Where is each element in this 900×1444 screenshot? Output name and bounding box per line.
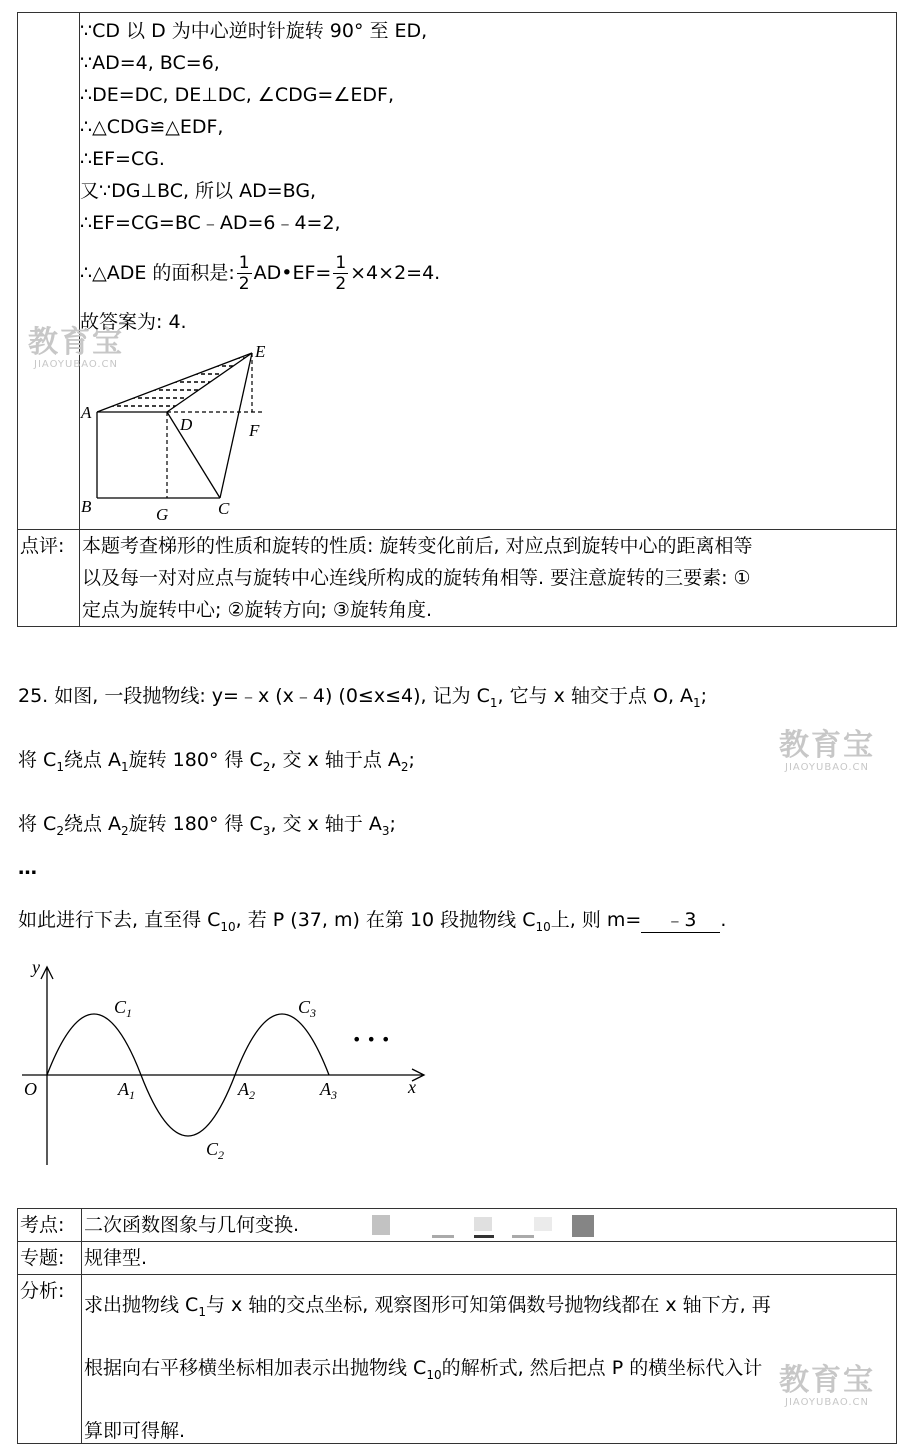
answer-blank: ﹣3	[641, 908, 720, 933]
axis-label-y: y	[32, 957, 40, 977]
solution-label-cell	[18, 13, 80, 530]
fraction-numerator: 1	[335, 253, 347, 273]
watermark: 教育宝 JIAOYUBAO.CN	[779, 1363, 875, 1408]
label-A1: $A_1$	[118, 1079, 135, 1102]
watermark: 教育宝 JIAOYUBAO.CN	[28, 325, 124, 370]
blurred-mark	[372, 1215, 390, 1235]
parabola-c1	[47, 1014, 141, 1075]
area-line	[80, 248, 440, 298]
kaodian-value: 二次函数图象与几何变换.	[84, 1214, 300, 1236]
q25-line2: 将 $C_1$绕点 $A_1$旋转 180° 得 $C_2$, 交 x 轴于点 $A_2$;	[18, 749, 415, 774]
blurred-mark	[512, 1235, 534, 1238]
solution-line: 又∵DG⊥BC, 所以 AD=BG,	[80, 180, 317, 202]
blurred-mark	[474, 1235, 494, 1238]
label-A3: $A_3$	[320, 1079, 337, 1102]
fraction-denominator: 2	[238, 274, 250, 294]
solution-line: ∵CD 以 D 为中心逆时针旋转 90° 至 ED,	[80, 20, 428, 42]
blurred-mark	[432, 1235, 454, 1238]
solution-line: ∴DE=DC, DE⊥DC, ∠CDG=∠EDF,	[80, 84, 394, 106]
q25-line5: 如此进行下去, 直至得 $C_{10}$, 若 P (37, m) 在第 10 段抛物线 $C_{10}$上, 则 m= ﹣3 .	[18, 909, 727, 934]
analysis-table	[17, 1208, 897, 1444]
label-C3: $C_3$	[298, 997, 317, 1020]
fenxi-label: 分析:	[18, 1275, 82, 1444]
blurred-mark	[534, 1217, 552, 1231]
fenxi-line2: 根据向右平移横坐标相加表示出抛物线 $C_{10}$的解析式, 然后把点 P 的横坐标代入计	[84, 1356, 763, 1382]
review-line: 以及每一对对应点与旋转中心连线所构成的旋转角相等. 要注意旋转的三要素: ①	[82, 567, 751, 589]
blurred-mark	[572, 1215, 594, 1237]
origin-label: O	[24, 1079, 37, 1099]
axis-label-x: x	[408, 1077, 416, 1097]
parabola-segments-figure	[12, 955, 432, 1170]
zhuanti-label: 专题:	[18, 1242, 82, 1275]
label-C1: $C_1$	[114, 997, 133, 1020]
review-label: 点评:	[18, 530, 80, 627]
area-suffix: ×4×2=4.	[350, 262, 441, 284]
q25-line1: 25. 如图, 一段抛物线: y=﹣x (x﹣4) (0≤x≤4), 记为 $C_1$, 它与 x 轴交于点 O, $A_1$;	[18, 685, 708, 710]
label-C2: $C_2$	[206, 1139, 225, 1162]
solution-line: ∵AD=4, BC=6,	[80, 52, 220, 74]
label-A2: $A_2$	[238, 1079, 255, 1102]
continuation-dots: • • •	[352, 1030, 391, 1049]
watermark: 教育宝 JIAOYUBAO.CN	[779, 728, 875, 773]
area-prefix: ∴△ADE 的面积是:	[80, 262, 235, 284]
parabola-c3	[235, 1014, 329, 1075]
kaodian-value-cell	[82, 1209, 897, 1242]
label-A: A	[81, 403, 92, 422]
label-F: F	[249, 421, 260, 440]
fenxi-content	[82, 1275, 897, 1444]
kaodian-label: 考点:	[18, 1209, 82, 1242]
zhuanti-value: 规律型.	[82, 1242, 897, 1275]
review-content	[80, 530, 897, 627]
area-mid: AD•EF=	[253, 262, 332, 284]
q25-line3: 将 $C_2$绕点 $A_2$旋转 180° 得 $C_3$, 交 x 轴于 $A_3$;	[18, 813, 396, 838]
solution-line: ∴EF=CG=BC﹣AD=6﹣4=2,	[80, 212, 341, 234]
parabola-c2	[141, 1075, 235, 1136]
label-C: C	[218, 499, 230, 518]
solution-line: ∴EF=CG.	[80, 148, 165, 170]
label-D: D	[180, 415, 193, 434]
review-line: 定点为旋转中心; ②旋转方向; ③旋转角度.	[82, 599, 432, 621]
label-B: B	[81, 497, 92, 516]
answer-line: 故答案为: 4.	[80, 311, 187, 333]
label-E: E	[255, 342, 266, 361]
fraction	[237, 253, 252, 294]
fenxi-line1: 求出抛物线 $C_1$与 x 轴的交点坐标, 观察图形可知第偶数号抛物线都在 x 轴下方, 再	[84, 1294, 771, 1319]
blurred-mark	[474, 1217, 492, 1231]
solution-line: ∴△CDG≌△EDF,	[80, 116, 224, 138]
q25-ellipsis: …	[18, 857, 37, 879]
review-line: 本题考查梯形的性质和旋转的性质: 旋转变化前后, 对应点到旋转中心的距离相等	[82, 535, 753, 557]
fraction	[333, 253, 348, 294]
label-G: G	[156, 505, 169, 524]
fraction-numerator: 1	[238, 253, 250, 273]
fenxi-line3: 算即可得解.	[84, 1419, 186, 1442]
fraction-denominator: 2	[335, 274, 347, 294]
